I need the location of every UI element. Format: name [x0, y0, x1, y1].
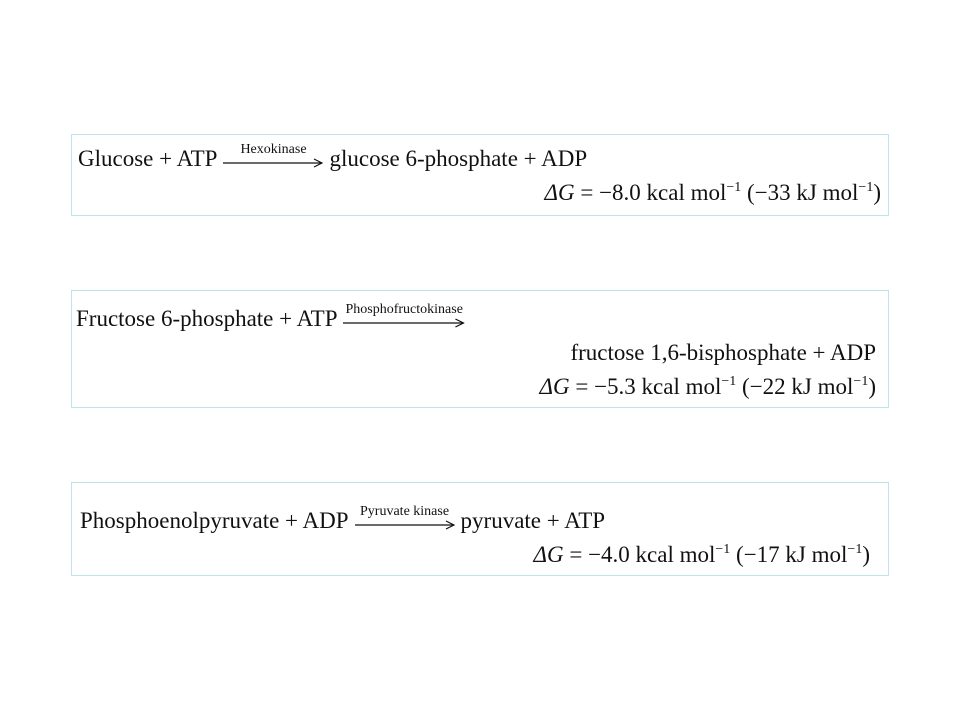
delta-g-value: [545, 179, 882, 207]
delta-g-value: [540, 373, 877, 401]
delta-g-kj: (−22 kJ mol: [736, 374, 854, 399]
reaction-equation: [80, 504, 606, 535]
reaction-products: pyruvate + ATP: [460, 508, 606, 533]
reaction-box-pyruvate-kinase: [71, 482, 889, 576]
reaction-arrow-group: [223, 142, 323, 168]
reaction-substrates: Glucose + ATP: [78, 146, 218, 171]
delta-g-kcal: = −5.3 kcal mol: [569, 374, 722, 399]
delta-g-symbol: ΔG: [539, 374, 570, 399]
reaction-arrow-icon: [343, 318, 464, 328]
reaction-equation: [76, 302, 471, 333]
delta-g-symbol: ΔG: [533, 542, 564, 567]
delta-g-exponent: −1: [847, 542, 863, 557]
delta-g-kj: (−17 kJ mol: [730, 542, 848, 567]
delta-g-exponent: −1: [858, 180, 874, 195]
reaction-products: fructose 1,6-bisphosphate + ADP: [570, 340, 876, 365]
reaction-equation: [78, 142, 588, 173]
delta-g-exponent: −1: [721, 374, 737, 389]
reaction-arrow-group: [343, 302, 464, 328]
delta-g-close: ): [862, 542, 870, 567]
delta-g-exponent: −1: [853, 374, 869, 389]
reaction-products: glucose 6-phosphate + ADP: [329, 146, 588, 171]
enzyme-label: Hexokinase: [240, 142, 307, 157]
delta-g-symbol: ΔG: [544, 180, 575, 205]
enzyme-label: Pyruvate kinase: [360, 504, 450, 519]
delta-g-close: ): [868, 374, 876, 399]
reaction-box-phosphofructokinase: [71, 290, 889, 408]
reaction-arrow-group: [355, 504, 455, 530]
reaction-substrates: Fructose 6-phosphate + ATP: [76, 306, 338, 331]
delta-g-kj: (−33 kJ mol: [741, 180, 859, 205]
reaction-substrates: Phosphoenolpyruvate + ADP: [80, 508, 349, 533]
enzyme-label: Phosphofructokinase: [345, 302, 463, 317]
delta-g-value: [534, 541, 871, 569]
delta-g-exponent: −1: [715, 542, 731, 557]
delta-g-kcal: = −4.0 kcal mol: [563, 542, 716, 567]
delta-g-close: ): [873, 180, 881, 205]
reaction-arrow-icon: [355, 520, 455, 530]
delta-g-exponent: −1: [726, 180, 742, 195]
reaction-arrow-icon: [223, 158, 323, 168]
reaction-box-hexokinase: [71, 134, 889, 216]
delta-g-kcal: = −8.0 kcal mol: [574, 180, 727, 205]
